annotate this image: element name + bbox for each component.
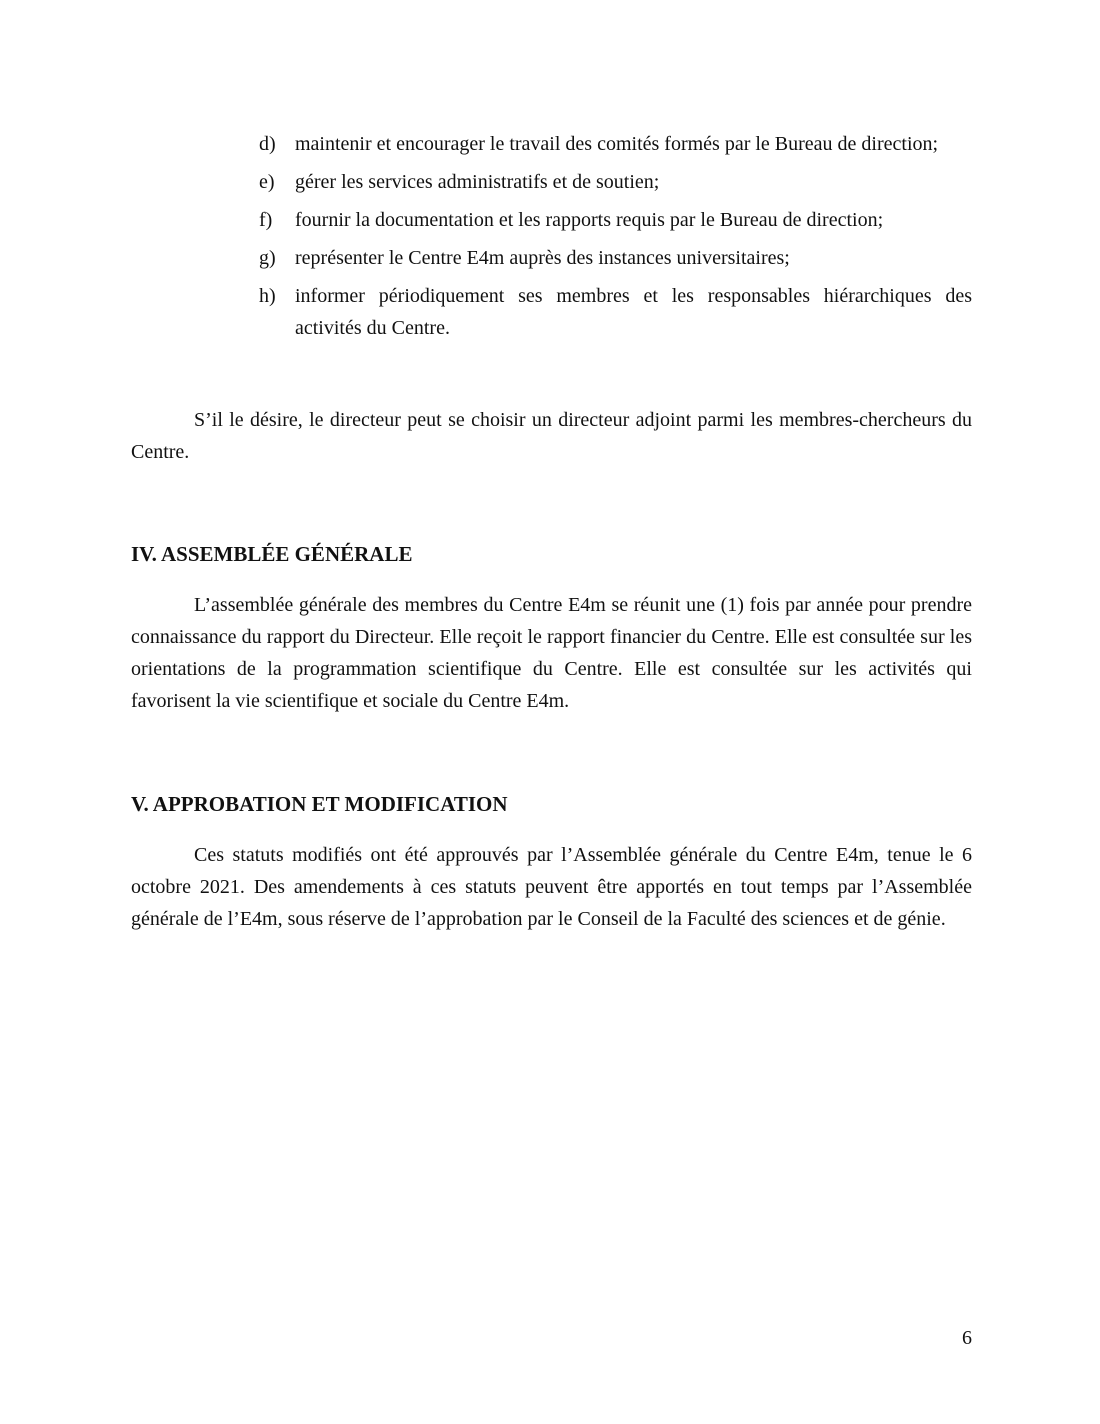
director-paragraph: S’il le désire, le directeur peut se choisir un directeur adjoint parmi les membres-chercheurs du Centre.	[131, 409, 972, 463]
list-item	[259, 280, 972, 344]
list-marker: f)	[259, 209, 273, 231]
list-item	[259, 166, 972, 198]
section-iv-heading: IV. ASSEMBLÉE GÉNÉRALE	[131, 542, 413, 566]
list-item-text: maintenir et encourager le travail des comités formés par le Bureau de direction;	[295, 133, 939, 155]
list-marker: h)	[259, 285, 276, 307]
list-item-text: fournir la documentation et les rapports requis par le Bureau de direction;	[295, 209, 884, 231]
list-item-text: représenter le Centre E4m auprès des instances universitaires;	[295, 247, 790, 269]
list-marker: g)	[259, 247, 276, 269]
page-number: 6	[962, 1327, 972, 1349]
list-marker: e)	[259, 171, 275, 193]
section-iv-paragraph: L’assemblée générale des membres du Centre E4m se réunit une (1) fois par année pour prendre connaissance du rapport du Directeur. Elle reçoit le rapport financier du Centre. Elle est consultée sur les orientations de la programmation scientifique du Centre. Elle est consultée sur les activités qui favorisent la vie scientifique et sociale du Centre E4m.	[131, 594, 972, 712]
responsibilities-list	[259, 128, 972, 350]
list-item	[259, 128, 972, 160]
list-item	[259, 242, 972, 274]
list-item-text: gérer les services administratifs et de soutien;	[295, 171, 660, 193]
list-item	[259, 204, 972, 236]
section-v-heading: V. APPROBATION ET MODIFICATION	[131, 792, 508, 816]
list-item-text: informer périodiquement ses membres et les responsables hiérarchiques des activités du Centre.	[295, 285, 972, 339]
section-v-paragraph: Ces statuts modifiés ont été approuvés par l’Assemblée générale du Centre E4m, tenue le 6 octobre 2021. Des amendements à ces statuts peuvent être apportés en tout temps par l’Assemblée générale de l’E4m, sous réserve de l’approbation par le Conseil de la Faculté des sciences et de génie.	[131, 844, 972, 930]
list-marker: d)	[259, 133, 276, 155]
